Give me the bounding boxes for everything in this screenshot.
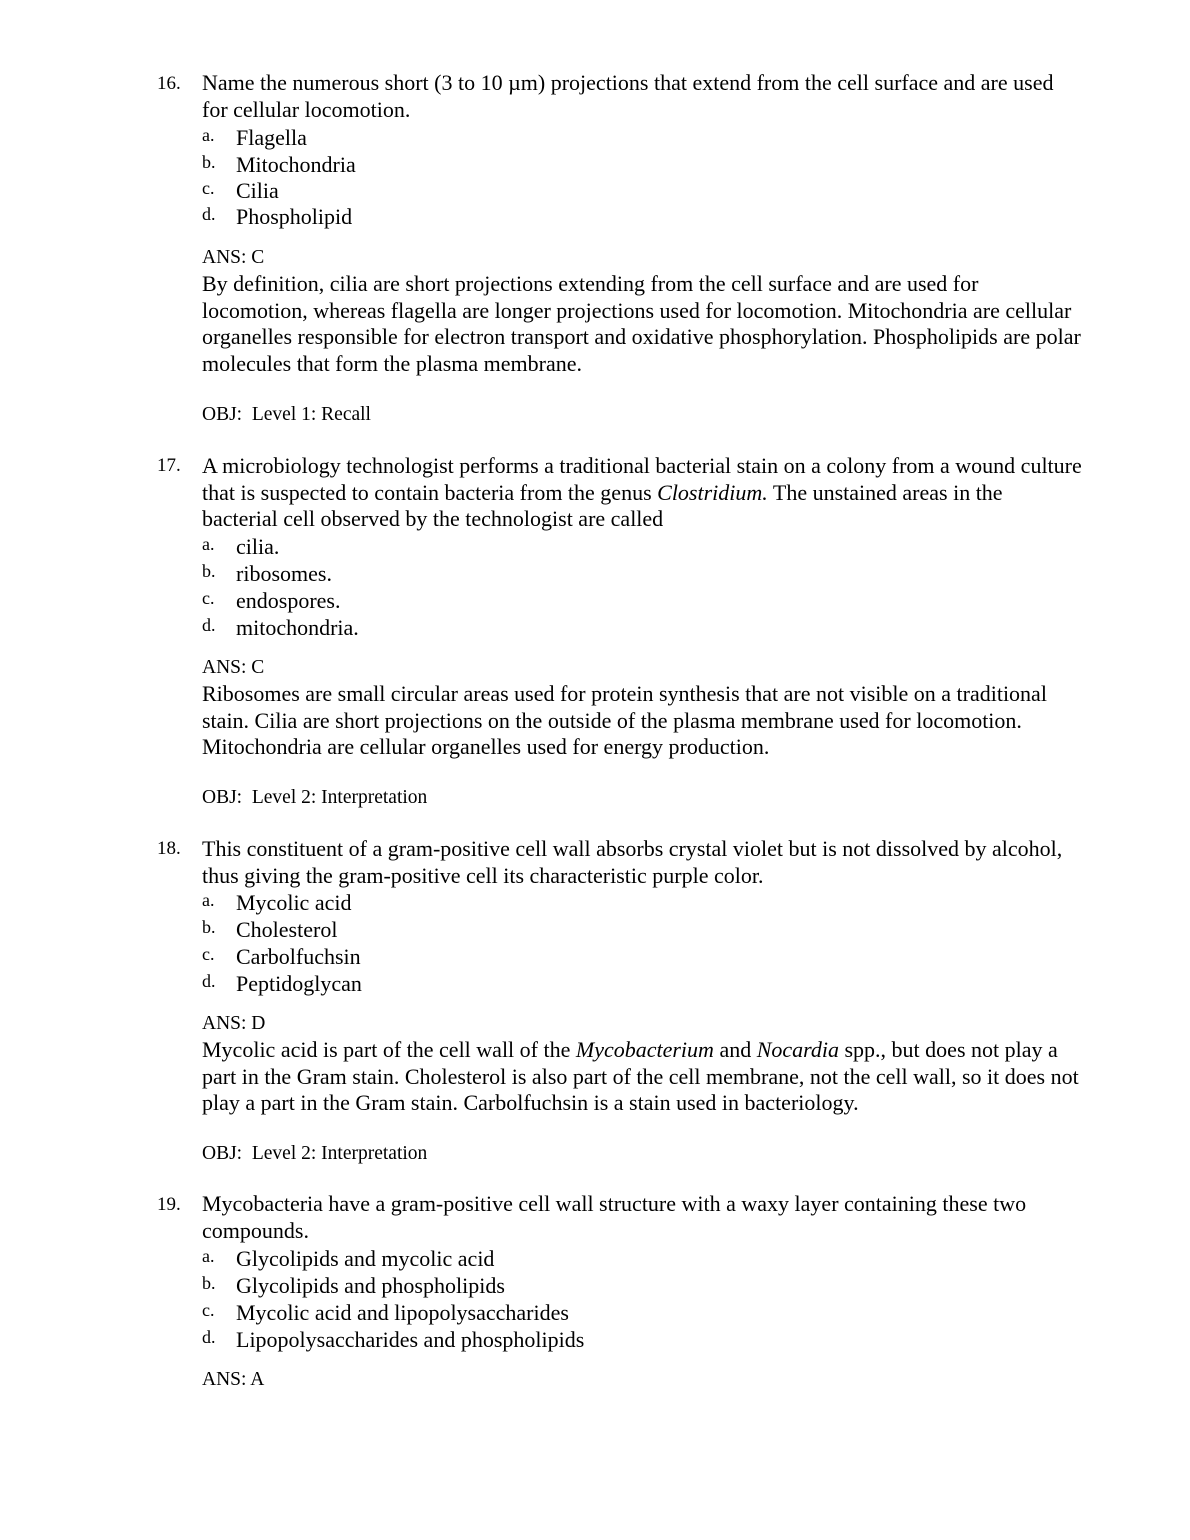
option-letter: d. [202,615,216,635]
objective-label: OBJ: [202,1143,243,1164]
option-letter: c. [202,1300,215,1320]
rationale-text: Mycolic acid is part of the cell wall of the [202,1037,576,1062]
option-text: endospores. [236,588,341,613]
option-text: Mitochondria [236,152,356,177]
option-text: Carbolfuchsin [236,944,361,969]
option-letter: a. [202,125,215,145]
objective [202,786,427,810]
objective-value: Level 2: Interpretation [251,1143,428,1164]
option-text: Glycolipids and phospholipids [236,1273,505,1298]
objective-value: Level 2: Interpretation [251,787,428,808]
answer-key: ANS: A [202,1369,265,1390]
objective [202,403,371,427]
option-letter: d. [202,971,216,991]
option-text: cilia. [236,534,280,559]
question-stem: Mycobacteria have a gram-positive cell wall structure with a waxy layer containing these two compounds. [202,1191,1027,1243]
genus-name: Nocardia [756,1037,839,1062]
option-text: Mycolic acid [236,890,352,915]
option-text: mitochondria. [236,615,359,640]
option-text: Cilia [236,178,279,203]
option-letter: a. [202,890,215,910]
question-number: 19. [157,1194,181,1215]
answer-key: ANS: C [202,657,265,678]
option-text: Phospholipid [236,204,353,229]
stem-text: The unstained areas in the bacterial cell observed by the technologist are called [202,479,1003,531]
answer-key: ANS: C [202,247,265,268]
genus-name: Clostridium. [657,479,768,505]
question-stem: Name the numerous short (3 to 10 µm) projections that extend from the cell surface and are used for cellular locomotion. [202,70,1054,122]
option-text: Lipopolysaccharides and phospholipids [236,1327,585,1352]
option-letter: a. [202,534,215,554]
rationale: By definition, cilia are short projections extending from the cell surface and are used for locomotion, whereas flagella are longer projections used for locomotion. Mitochondria are cellular organelles responsible for electron transport and oxidative phosphorylation. Phospholipids are polar molecules that form the plasma membrane. [202,271,1081,376]
option-letter: b. [202,152,216,172]
rationale [202,1037,1082,1117]
option-text: Glycolipids and mycolic acid [236,1246,495,1271]
question-number: 17. [157,455,181,476]
option-text: Mycolic acid and lipopolysaccharides [236,1300,569,1325]
genus-name: Mycobacterium [575,1037,714,1062]
option-letter: b. [202,917,216,937]
objective-label: OBJ: [202,404,243,425]
option-letter: c. [202,588,215,608]
option-letter: d. [202,204,216,224]
rationale-text: and [713,1037,757,1062]
objective-value: Level 1: Recall [251,404,371,425]
option-text: Peptidoglycan [236,971,362,996]
option-letter: b. [202,561,216,581]
question-stem: This constituent of a gram-positive cell wall absorbs crystal violet but is not dissolved by alcohol, thus giving the gram-positive cell its characteristic purple color. [202,836,1063,888]
option-letter: c. [202,178,215,198]
option-letter: a. [202,1246,215,1266]
option-letter: d. [202,1327,216,1347]
objective [202,1142,427,1166]
option-letter: b. [202,1273,216,1293]
question-number: 16. [157,73,181,94]
option-text: Cholesterol [236,917,338,942]
objective-label: OBJ: [202,787,243,808]
option-letter: c. [202,944,215,964]
answer-key: ANS: D [202,1013,266,1034]
question-number: 18. [157,838,181,859]
rationale-text: spp., but does not play a part in the Gram stain. Cholesterol is also part of the cell membrane, not the cell wall, so it does not play a part in the Gram stain. Carbolfuchsin is a stain used in bacteriology. [202,1037,1079,1115]
option-text: Flagella [236,125,307,150]
question-stem [202,453,1082,533]
stem-text: A microbiology technologist performs a traditional bacterial stain on a colony from a wound culture that is suspected to contain bacteria from the genus [202,453,1082,505]
rationale: Ribosomes are small circular areas used for protein synthesis that are not visible on a traditional stain. Cilia are short projections on the outside of the plasma membrane used for locomotion. Mitochondria are cellular organelles used for energy production. [202,681,1047,759]
option-text: ribosomes. [236,561,332,586]
